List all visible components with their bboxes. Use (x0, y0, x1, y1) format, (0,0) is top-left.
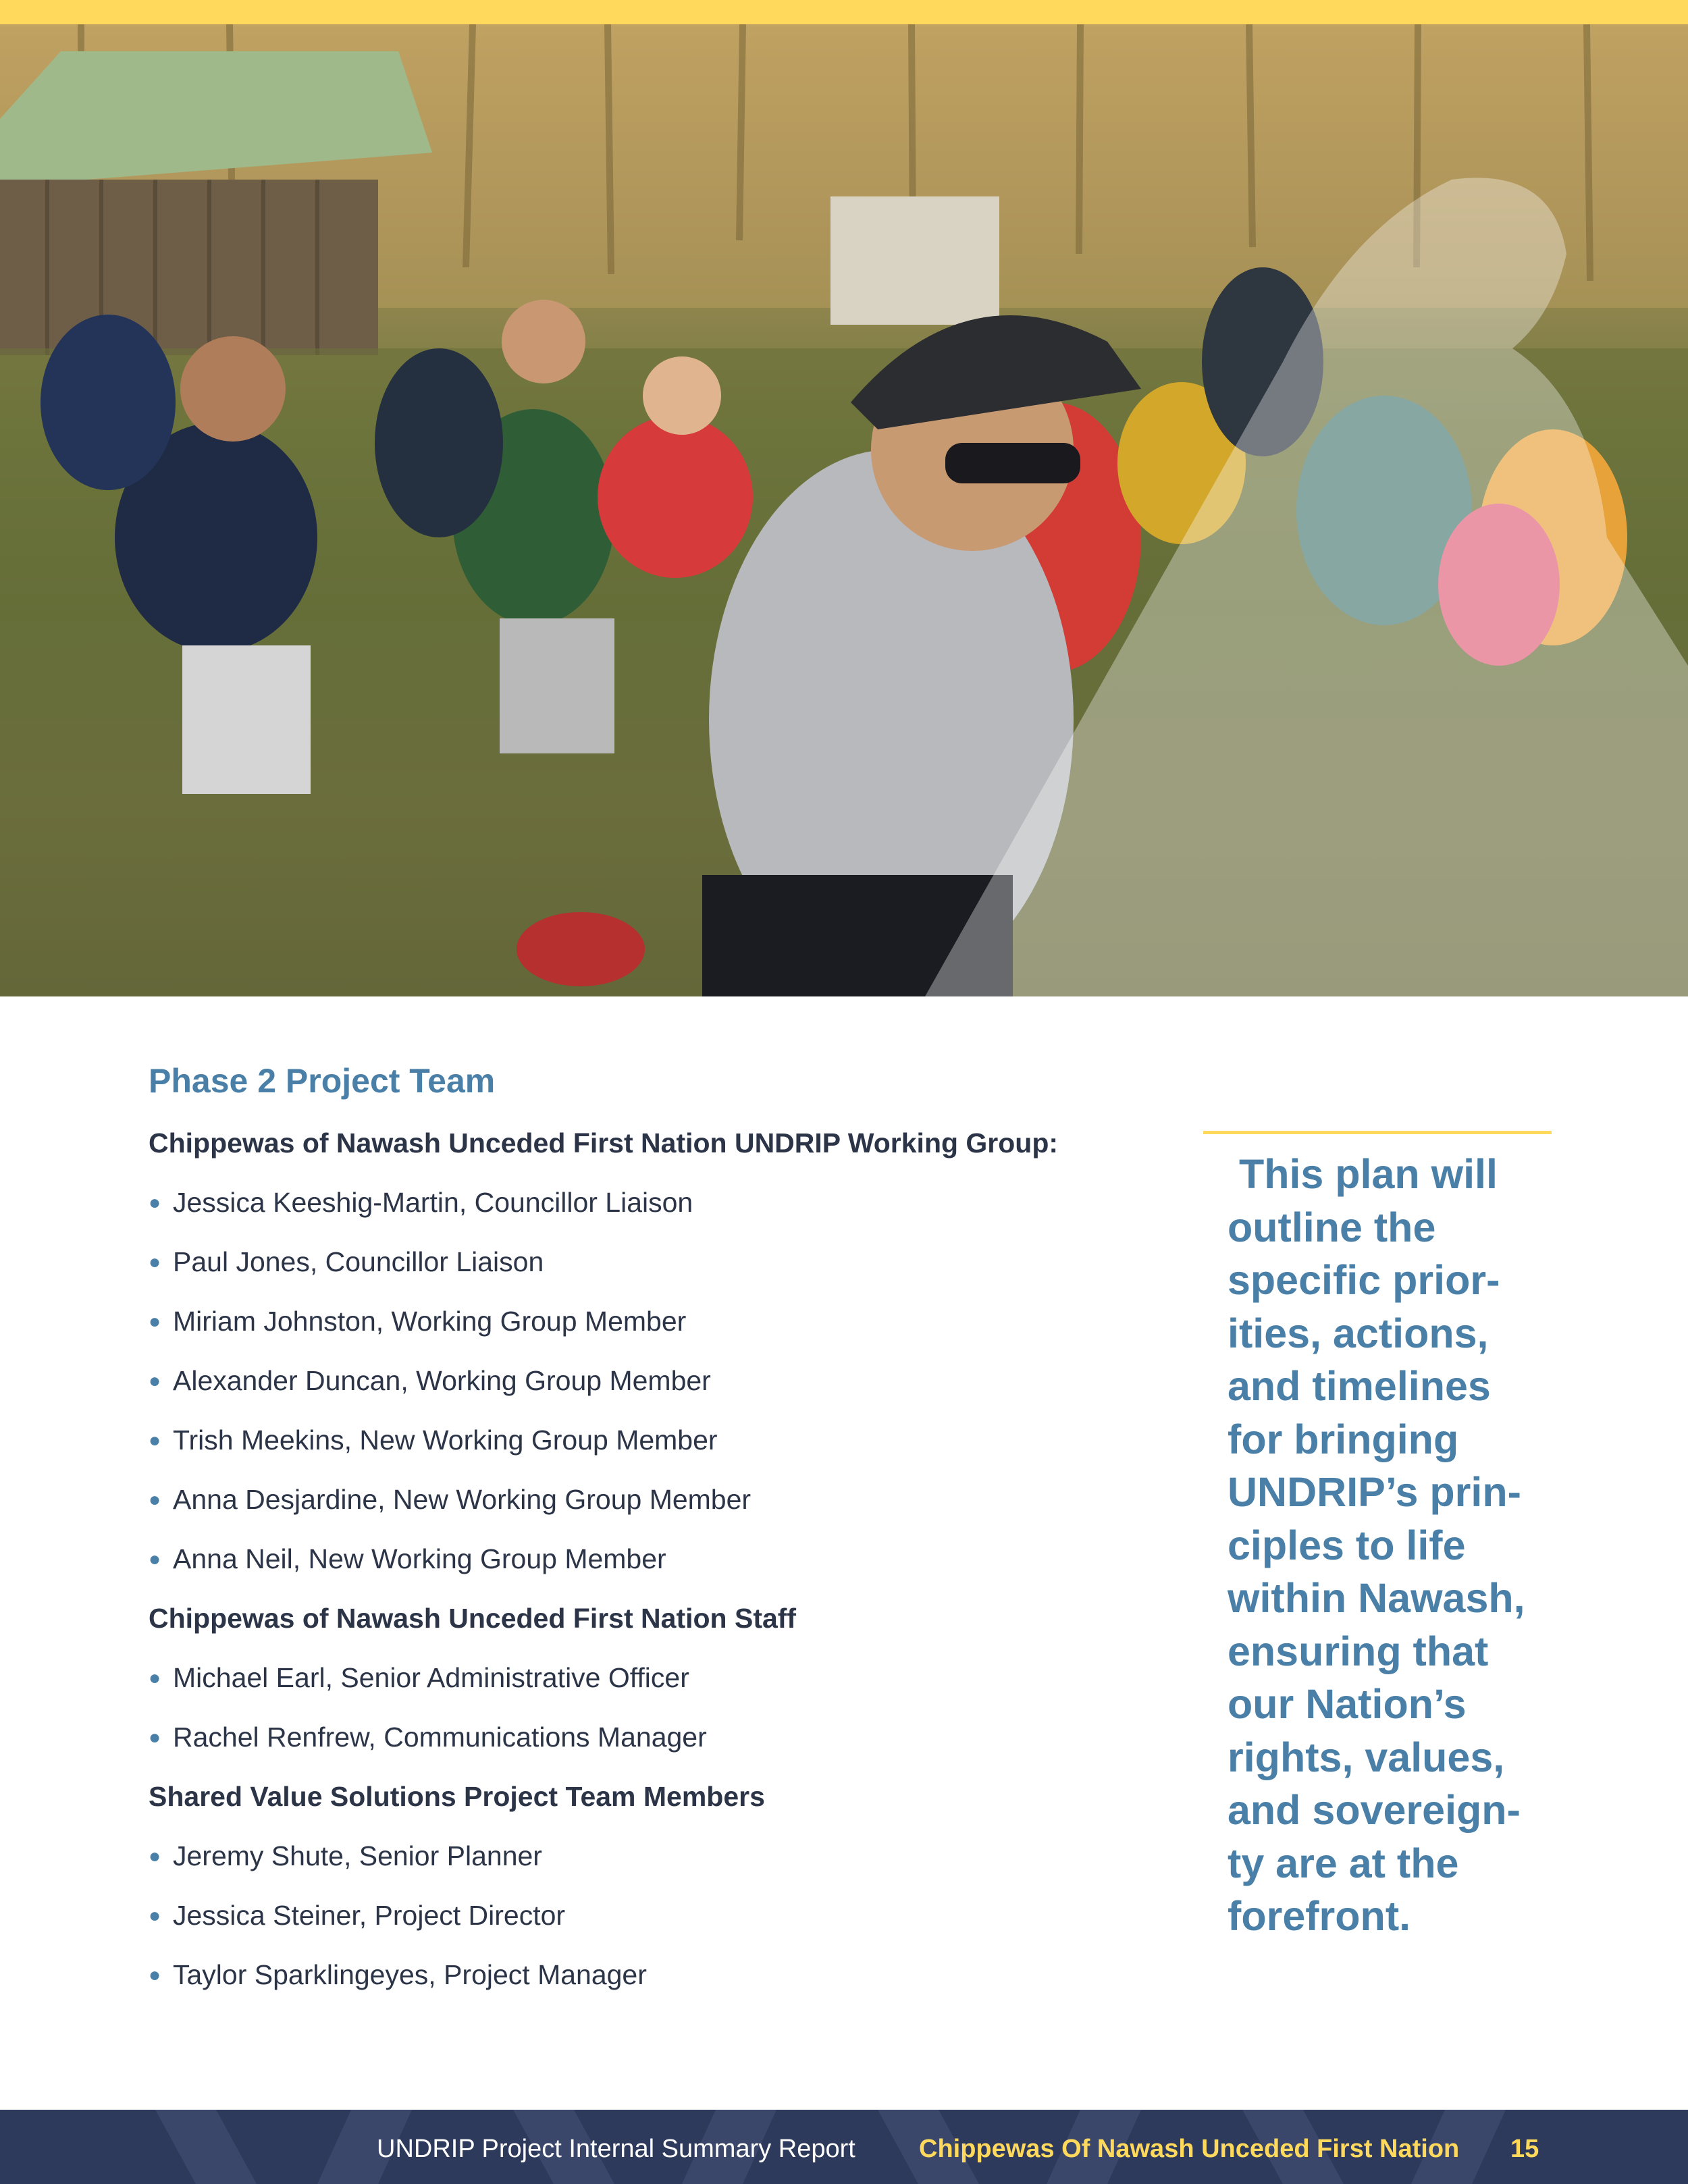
pull-quote-line: This plan will (1228, 1151, 1498, 1197)
pull-quote-line: our Nation’s (1228, 1681, 1467, 1727)
section-title: Phase 2 Project Team (149, 1062, 496, 1100)
pull-quote-line: UNDRIP’s prin- (1228, 1469, 1521, 1515)
pull-quote-line: ty are at the (1228, 1840, 1459, 1886)
pull-quote-line: specific prior- (1228, 1257, 1500, 1303)
pull-quote-line: forefront. (1228, 1893, 1411, 1939)
bullet-icon: ● (149, 1726, 161, 1749)
footer-report-title: UNDRIP Project Internal Summary Report (377, 2135, 855, 2163)
bullet-icon: ● (149, 1251, 161, 1273)
list-item: ● Trish Meekins, New Working Group Member (149, 1424, 718, 1456)
pull-quote-line: ciples to life (1228, 1522, 1466, 1568)
list-item: ● Michael Earl, Senior Administrative Officer (149, 1662, 689, 1693)
pull-quote-line: ities, actions, (1228, 1310, 1489, 1356)
list-item: ● Jessica Steiner, Project Director (149, 1900, 566, 1931)
group-heading-working-group: Chippewas of Nawash Unceded First Nation UNDRIP Working Group: (149, 1127, 1059, 1158)
bullet-icon: ● (149, 1845, 161, 1867)
pull-quote-rule (1203, 1131, 1552, 1134)
pull-quote-line: within Nawash, (1228, 1575, 1525, 1621)
list-item: ● Taylor Sparklingeyes, Project Manager (149, 1959, 647, 1990)
list-item: ● Anna Desjardine, New Working Group Member (149, 1484, 751, 1515)
pull-quote-line: and sovereign- (1228, 1787, 1521, 1833)
group-heading-staff: Chippewas of Nawash Unceded First Nation Staff (149, 1603, 797, 1634)
hero-photo-illustration (0, 24, 1688, 996)
footer-nation-name: Chippewas Of Nawash Unceded First Nation (919, 2135, 1460, 2163)
pull-quote (1228, 1148, 1545, 1943)
page-number: 15 (1510, 2135, 1539, 2163)
bullet-icon: ● (149, 1964, 161, 1986)
top-accent-bar (0, 0, 1688, 24)
list-item: ● Rachel Renfrew, Communications Manager (149, 1722, 707, 1753)
pull-quote-line: ensuring that (1228, 1628, 1489, 1674)
list-item: ● Miriam Johnston, Working Group Member (149, 1306, 687, 1337)
bullet-icon: ● (149, 1548, 161, 1570)
bullet-icon: ● (149, 1370, 161, 1392)
page-footer (0, 2110, 1688, 2184)
list-item: ● Paul Jones, Councillor Liaison (149, 1246, 544, 1277)
list-item: ● Anna Neil, New Working Group Member (149, 1543, 666, 1574)
bullet-icon: ● (149, 1667, 161, 1689)
pull-quote-line: and timelines (1228, 1363, 1491, 1409)
bullet-icon: ● (149, 1489, 161, 1511)
pull-quote-line: for bringing (1228, 1416, 1459, 1462)
list-item: ● Alexander Duncan, Working Group Member (149, 1365, 711, 1396)
hero-photo (0, 24, 1688, 996)
list-item: ● Jeremy Shute, Senior Planner (149, 1840, 542, 1871)
bullet-icon: ● (149, 1429, 161, 1451)
bullet-icon: ● (149, 1310, 161, 1333)
bullet-icon: ● (149, 1905, 161, 1927)
list-item: ● Jessica Keeshig-Martin, Councillor Liaison (149, 1187, 693, 1218)
group-heading-svs-team: Shared Value Solutions Project Team Members (149, 1781, 765, 1812)
pull-quote-line: outline the (1228, 1204, 1436, 1250)
bullet-icon: ● (149, 1192, 161, 1214)
pull-quote-line: rights, values, (1228, 1734, 1505, 1780)
